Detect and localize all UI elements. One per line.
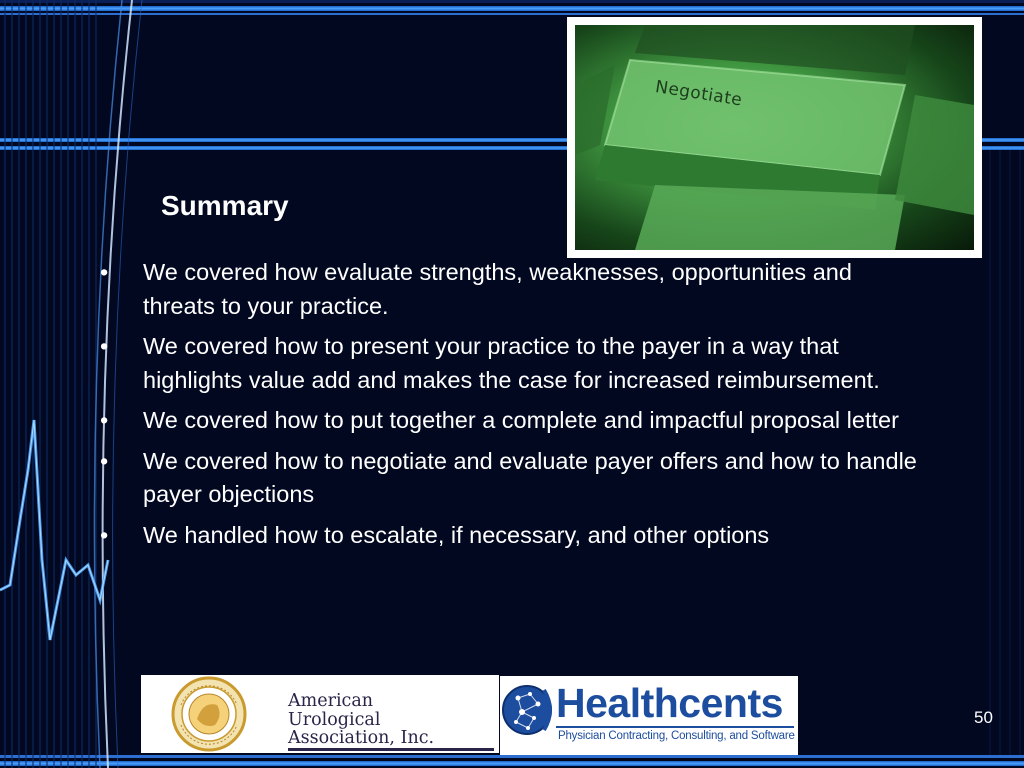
bullet-marker: • <box>100 521 109 548</box>
healthcents-name: Healthcents <box>556 680 783 726</box>
bullet-item <box>100 330 920 397</box>
aua-seal-icon <box>141 675 281 753</box>
healthcents-logo <box>500 676 798 755</box>
globe-icon <box>500 676 556 755</box>
bullet-item <box>100 445 920 512</box>
bullet-item <box>100 256 920 323</box>
bullet-marker: • <box>100 259 109 285</box>
aua-underline <box>288 748 494 751</box>
bullet-marker: • <box>100 333 109 359</box>
bullet-text: We handled how to escalate, if necessary, and other options <box>143 521 770 548</box>
bullet-text: We covered how to put together a complete and impactful proposal letter <box>143 407 899 433</box>
aua-logo <box>141 675 499 753</box>
bullet-text: We covered how to negotiate and evaluate payer offers and how to handle payer objections <box>143 447 917 507</box>
healthcents-tagline: Physician Contracting, Consulting, and Software <box>558 730 795 742</box>
bullet-item <box>100 404 920 438</box>
bullet-item <box>100 519 920 553</box>
bullet-text: We covered how to present your practice to the payer in a way that highlights value add and makes the case for increased reimbursement. <box>143 333 880 393</box>
aua-wordmark <box>288 692 434 748</box>
negotiate-key-photo <box>567 17 982 258</box>
aua-line-3: Association, Inc. <box>288 728 435 748</box>
aua-line-2: Urological <box>288 709 381 730</box>
bullet-text: We covered how evaluate strengths, weaknesses, opportunities and threats to your practice. <box>143 259 852 319</box>
aua-line-1: American <box>288 691 374 711</box>
bullet-list <box>100 256 920 559</box>
bullet-marker: • <box>100 407 109 433</box>
keyboard-key-photo-icon <box>575 25 974 250</box>
page-number: 50 <box>974 708 993 727</box>
bullet-marker: • <box>100 447 109 474</box>
healthcents-rule <box>556 726 794 728</box>
key-label: Negotiate <box>653 77 744 111</box>
slide-title: Summary <box>161 190 289 221</box>
